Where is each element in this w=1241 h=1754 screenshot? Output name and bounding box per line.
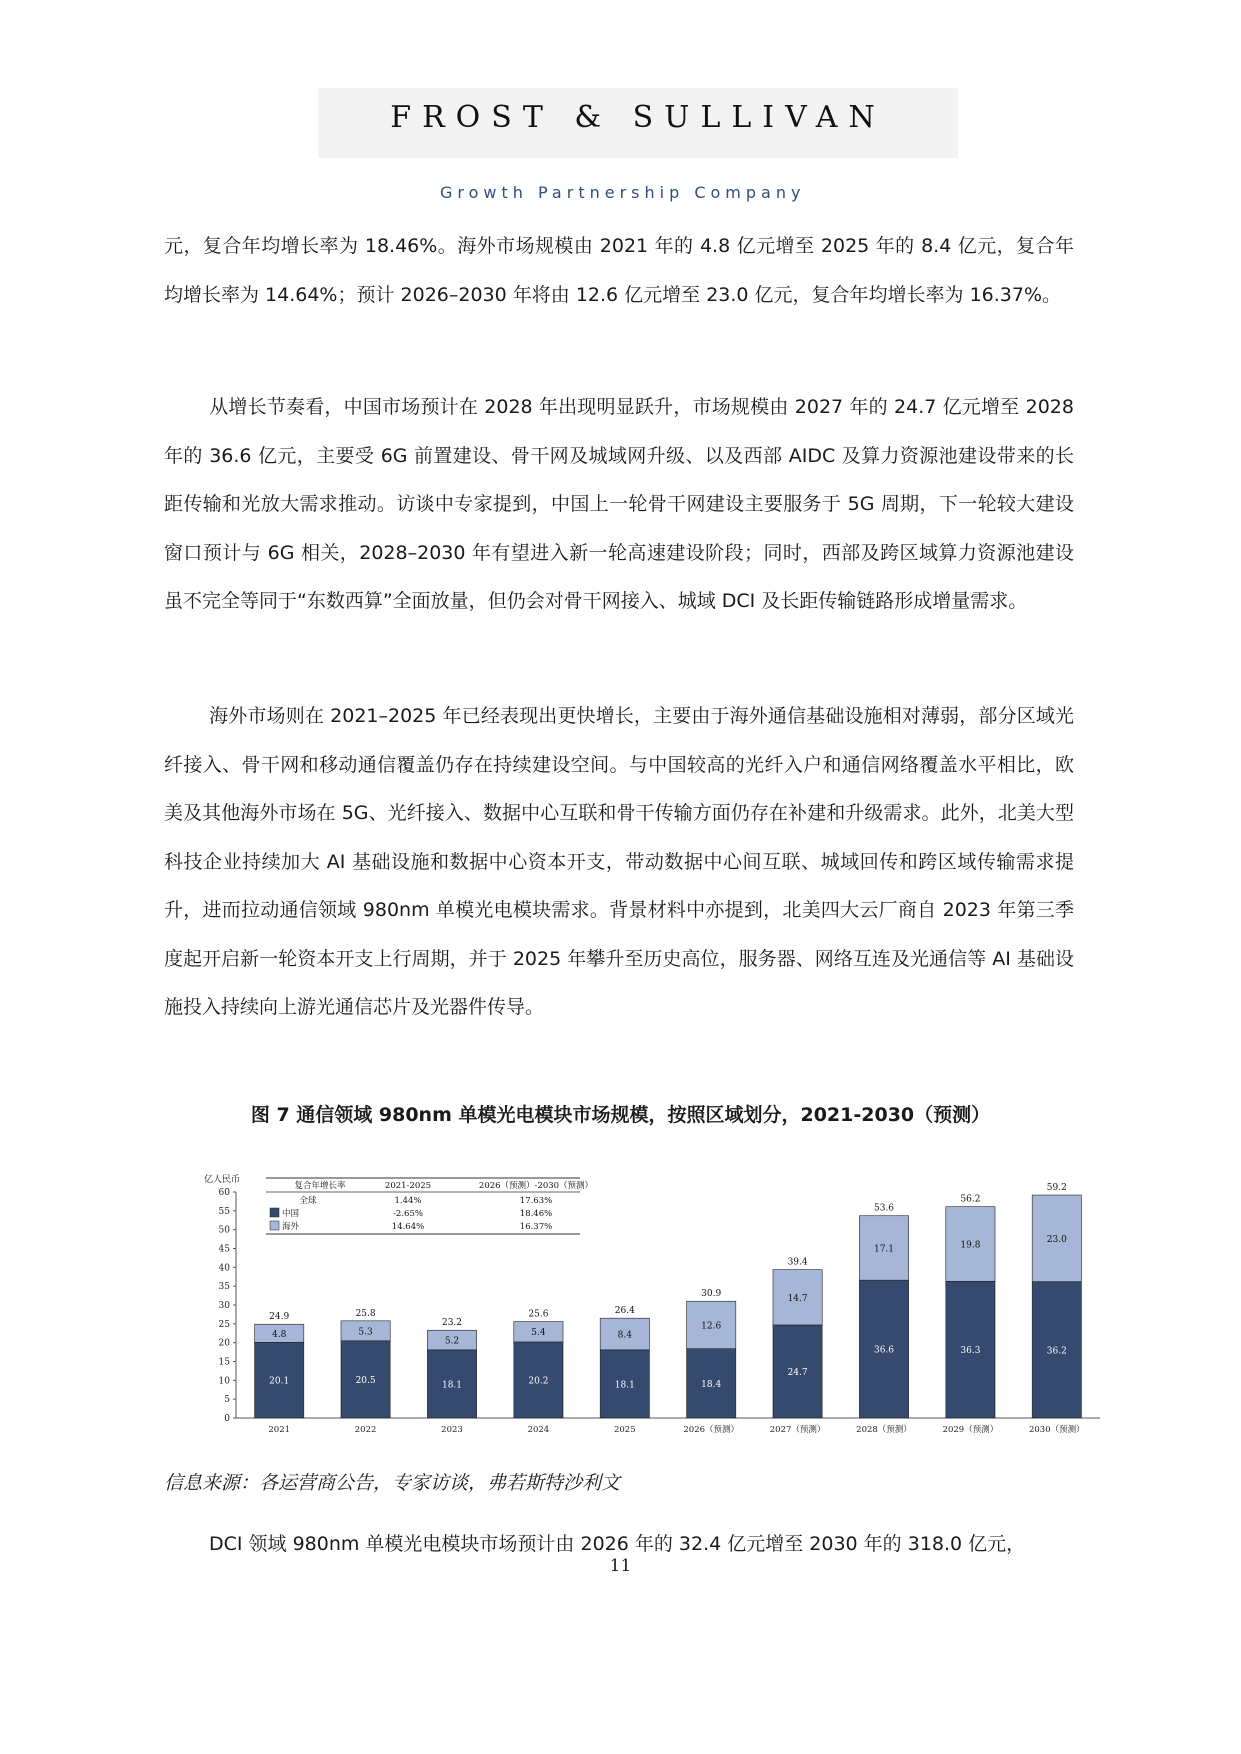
bar-value-label: 18.1 xyxy=(441,1380,463,1391)
paragraph-2-text: 从增长节奏看，中国市场预计在 2028 年出现明显跃升，市场规模由 2027 年的 24.7 亿元增至 2028 年的 36.6 亿元，主要受 6G 前置建设、骨干网及城域网升级、以及西部 AIDC 及算力资源池建设带来的长距传输和光放大需求推动。访谈中专家提到，中国上一轮骨干网建设主要服务于 5G 周期，下一轮较大建设窗口预计与 6G 相关，2028–2030 年有望进入新一轮高速建设阶段；同时，西部及跨区域算力资源池建设虽不完全等同于“东数西算”全面放量，但仍会对骨干网接入、城域 DCI 及长距传输链路形成增量需求。 xyxy=(164,396,1074,612)
y-tick-label: 10 xyxy=(218,1376,230,1387)
cagr-table-header: 复合年增长率 xyxy=(294,1181,346,1191)
bar-total-label: 39.4 xyxy=(787,1257,808,1268)
figure-source: 信息来源：各运营商公告，专家访谈，弗若斯特沙利文 xyxy=(164,1472,621,1494)
bar-total-label: 56.2 xyxy=(960,1194,981,1205)
cagr-value: 1.44% xyxy=(394,1196,422,1206)
cagr-table-header: 2026（预测）-2030（预测） xyxy=(478,1181,594,1191)
x-tick-label: 2026（预测） xyxy=(683,1425,740,1435)
bar-value-label: 5.2 xyxy=(444,1336,460,1347)
bar-value-label: 18.1 xyxy=(614,1380,635,1391)
bar-value-label: 24.7 xyxy=(787,1367,808,1378)
y-tick-label: 5 xyxy=(224,1395,230,1406)
x-tick-label: 2022 xyxy=(354,1425,377,1435)
cagr-table-header: 2021-2025 xyxy=(384,1181,432,1191)
y-tick-label: 15 xyxy=(218,1357,230,1368)
bar-value-label: 36.3 xyxy=(960,1346,981,1357)
cagr-value: 17.63% xyxy=(519,1196,553,1206)
y-tick-label: 35 xyxy=(218,1282,230,1293)
cagr-value: -2.65% xyxy=(393,1209,423,1219)
company-logo: FROST & SULLIVAN xyxy=(390,100,886,135)
x-tick-label: 2024 xyxy=(527,1425,550,1435)
cagr-row-label: 全球 xyxy=(299,1196,317,1206)
y-tick-label: 0 xyxy=(224,1414,230,1424)
x-tick-label: 2029（预测） xyxy=(942,1425,999,1435)
bar-value-label: 5.3 xyxy=(358,1327,373,1338)
x-tick-label: 2023 xyxy=(441,1425,463,1435)
x-tick-label: 2028（预测） xyxy=(856,1425,912,1435)
y-tick-label: 30 xyxy=(218,1301,230,1311)
bar-value-label: 18.4 xyxy=(701,1379,722,1390)
bar-value-label: 8.4 xyxy=(617,1330,632,1341)
y-tick-label: 40 xyxy=(218,1263,230,1274)
y-tick-label: 55 xyxy=(218,1206,230,1217)
cagr-value: 16.37% xyxy=(519,1222,553,1232)
bar-value-label: 36.2 xyxy=(1046,1346,1067,1357)
paragraph-3 xyxy=(164,692,1074,1032)
y-axis-label: 亿人民币 xyxy=(204,1175,241,1185)
cagr-value: 14.64% xyxy=(391,1222,425,1232)
bar-value-label: 4.8 xyxy=(272,1329,287,1340)
x-tick-label: 2025 xyxy=(613,1425,636,1435)
bar-value-label: 23.0 xyxy=(1046,1234,1067,1245)
paragraph-4-text: DCI 领域 980nm 单模光电模块市场预计由 2026 年的 32.4 亿元增至 2030 年的 318.0 亿元， xyxy=(209,1533,1026,1555)
y-tick-label: 20 xyxy=(218,1338,230,1349)
bar-total-label: 25.6 xyxy=(528,1309,549,1320)
paragraph-1: 元，复合年均增长率为 18.46%。海外市场规模由 2021 年的 4.8 亿元增至 2025 年的 8.4 亿元，复合年均增长率为 14.64%；预计 2026–2030 年将由 12.6 亿元增至 23.0 亿元，复合年均增长率为 16.37%。 xyxy=(164,235,1074,306)
bar-value-label: 14.7 xyxy=(787,1293,808,1304)
paragraph-3-text: 海外市场则在 2021–2025 年已经表现出更快增长，主要由于海外通信基础设施相对薄弱，部分区域光纤接入、骨干网和移动通信覆盖仍存在持续建设空间。与中国较高的光纤入户和通信网络覆盖水平相比，欧美及其他海外市场在 5G、光纤接入、数据中心互联和骨干传输方面仍存在补建和升级需求。此外，北美大型科技企业持续加大 AI 基础设施和数据中心资本开支，带动数据中心间互联、城域回传和跨区域传输需求提升，进而拉动通信领域 980nm 单模光电模块需求。背景材料中亦提到，北美四大云厂商自 2023 年第三季度起开启新一轮资本开支上行周期，并于 2025 年攀升至历史高位，服务器、网络互连及光通信等 AI 基础设施投入持续向上游光通信芯片及光器件传导。 xyxy=(164,705,1074,1018)
bar-value-label: 20.1 xyxy=(269,1376,290,1387)
y-tick-label: 25 xyxy=(218,1319,230,1330)
company-tagline: Growth Partnership Company xyxy=(440,183,806,202)
bar-value-label: 12.6 xyxy=(701,1321,722,1332)
figure-title: 图 7 通信领域 980nm 单模光电模块市场规模，按照区域划分，2021-2030（预测） xyxy=(250,1104,991,1126)
bar-total-label: 30.9 xyxy=(701,1289,722,1300)
y-tick-label: 45 xyxy=(218,1244,230,1255)
page-number: 11 xyxy=(609,1556,632,1576)
x-tick-label: 2030（预测） xyxy=(1028,1425,1085,1435)
legend-label: 海外 xyxy=(282,1222,300,1232)
x-tick-label: 2021 xyxy=(268,1425,291,1435)
y-tick-label: 50 xyxy=(218,1225,230,1236)
bar-value-label: 20.2 xyxy=(528,1376,549,1387)
bar-total-label: 53.6 xyxy=(873,1203,895,1214)
bar-chart xyxy=(200,1160,1110,1460)
bar-value-label: 17.1 xyxy=(873,1244,895,1255)
cagr-value: 18.46% xyxy=(519,1209,553,1219)
bar-total-label: 25.8 xyxy=(355,1308,376,1319)
bar-total-label: 26.4 xyxy=(614,1306,635,1317)
bar-value-label: 5.4 xyxy=(531,1328,546,1339)
bar-value-label: 20.5 xyxy=(355,1375,376,1386)
bar-total-label: 23.2 xyxy=(441,1318,463,1329)
x-tick-label: 2027（预测） xyxy=(769,1425,826,1435)
legend-swatch-china xyxy=(270,1208,279,1217)
legend-swatch-overseas xyxy=(270,1221,279,1230)
bar-total-label: 24.9 xyxy=(269,1312,290,1323)
y-tick-label: 60 xyxy=(218,1188,230,1198)
paragraph-2 xyxy=(164,383,1074,626)
bar-total-label: 59.2 xyxy=(1046,1183,1067,1194)
legend-label: 中国 xyxy=(282,1209,300,1219)
bar-value-label: 36.6 xyxy=(873,1345,895,1356)
bar-value-label: 19.8 xyxy=(960,1240,981,1251)
